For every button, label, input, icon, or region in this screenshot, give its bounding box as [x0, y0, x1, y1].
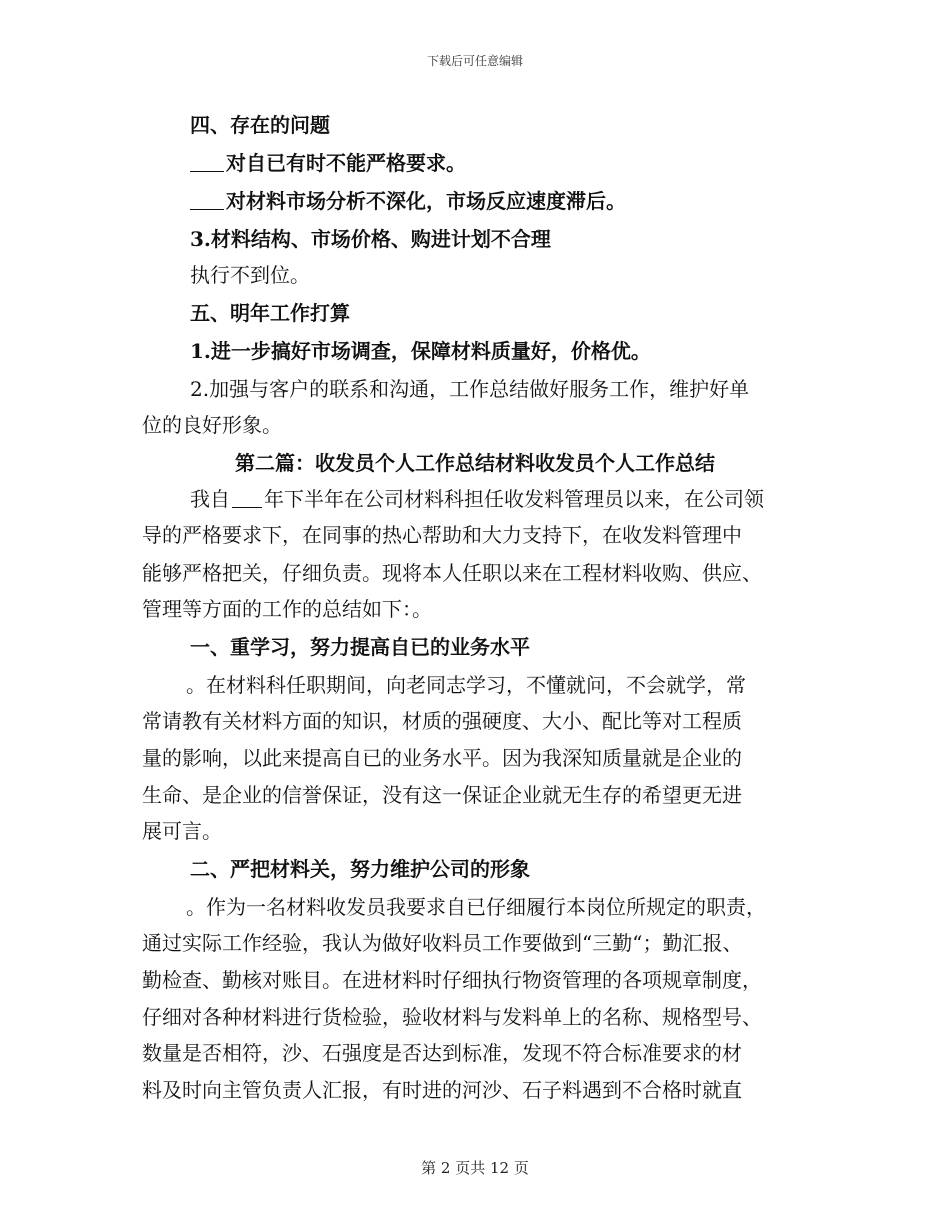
fill-blank: [232, 487, 262, 508]
page-header: 下载后可任意编辑: [426, 54, 523, 68]
fill-blank: [190, 189, 224, 210]
paragraph-line: 我自 年下半年在公司材料科担任收发料管理员以来，在公司领: [190, 487, 764, 511]
section-heading: 五、明年工作打算: [190, 301, 350, 325]
paragraph-line: 管理等方面的工作的总结如下：。: [142, 597, 432, 621]
paragraph-line: 。在材料科任职期间，向老同志学习，不懂就问，不会就学，常: [186, 673, 746, 697]
paragraph-line: 能够严格把关，仔细负责。现将本人任职以来在工程材料收购、供应、: [142, 561, 762, 585]
list-item: 对材料市场分析不深化，市场反应速度滞后。: [190, 184, 860, 218]
list-item: 2.加强与客户的联系和沟通，工作总结做好服务工作，维护好单: [190, 377, 750, 401]
paragraph-line: 勤检查、勤核对账目。在进材料时仔细执行物资管理的各项规章制度，: [142, 968, 762, 992]
paragraph-line: 。作为一名材料收发员我要求自已仔细履行本岗位所规定的职责，: [186, 895, 766, 919]
fill-blank: [190, 151, 224, 172]
paragraph-line: 数量是否相符，沙、石强度是否达到标准，发现不符合标准要求的材: [142, 1041, 742, 1065]
list-item: 1.进一步搞好市场调查，保障材料质量好，价格优。: [190, 339, 651, 363]
page-footer: 第 2 页共 12 页: [421, 1159, 529, 1177]
paragraph-line: 料及时向主管负责人汇报，有时进的河沙、石子料遇到不合格时就直: [142, 1078, 742, 1102]
section-heading: 一、重学习，努力提高自已的业务水平: [190, 635, 530, 659]
text-line: 执行不到位。: [190, 263, 310, 287]
paragraph-line: 常请教有关材料方面的知识，材质的强硬度、大小、配比等对工程质: [142, 709, 742, 733]
paragraph-line: 导的严格要求下，在同事的热心帮助和大力支持下，在收发料管理中: [142, 523, 742, 547]
paragraph-line: 量的影响，以此来提高自已的业务水平。因为我深知质量就是企业的: [142, 746, 742, 770]
list-item: 对自已有时不能严格要求。: [190, 146, 860, 180]
paragraph-line: 生命、是企业的信誉保证，没有这一保证企业就无生存的希望更无进: [142, 783, 742, 807]
section-heading: 四、存在的问题: [190, 113, 330, 137]
paragraph-line: 通过实际工作经验，我认为做好收料员工作要做到“三勤“；勤汇报、: [142, 931, 743, 955]
section-heading: 二、严把材料关，努力维护公司的形象: [190, 857, 530, 881]
list-item: 3.材料结构、市场价格、购进计划不合理: [190, 227, 551, 251]
text-line: 位的良好形象。: [142, 413, 282, 437]
article-title: 第二篇：收发员个人工作总结材料收发员个人工作总结: [235, 451, 715, 475]
paragraph-line: 仔细对各种材料进行货检验，验收材料与发料单上的名称、规格型号、: [142, 1005, 762, 1029]
paragraph-line: 展可言。: [142, 819, 222, 843]
